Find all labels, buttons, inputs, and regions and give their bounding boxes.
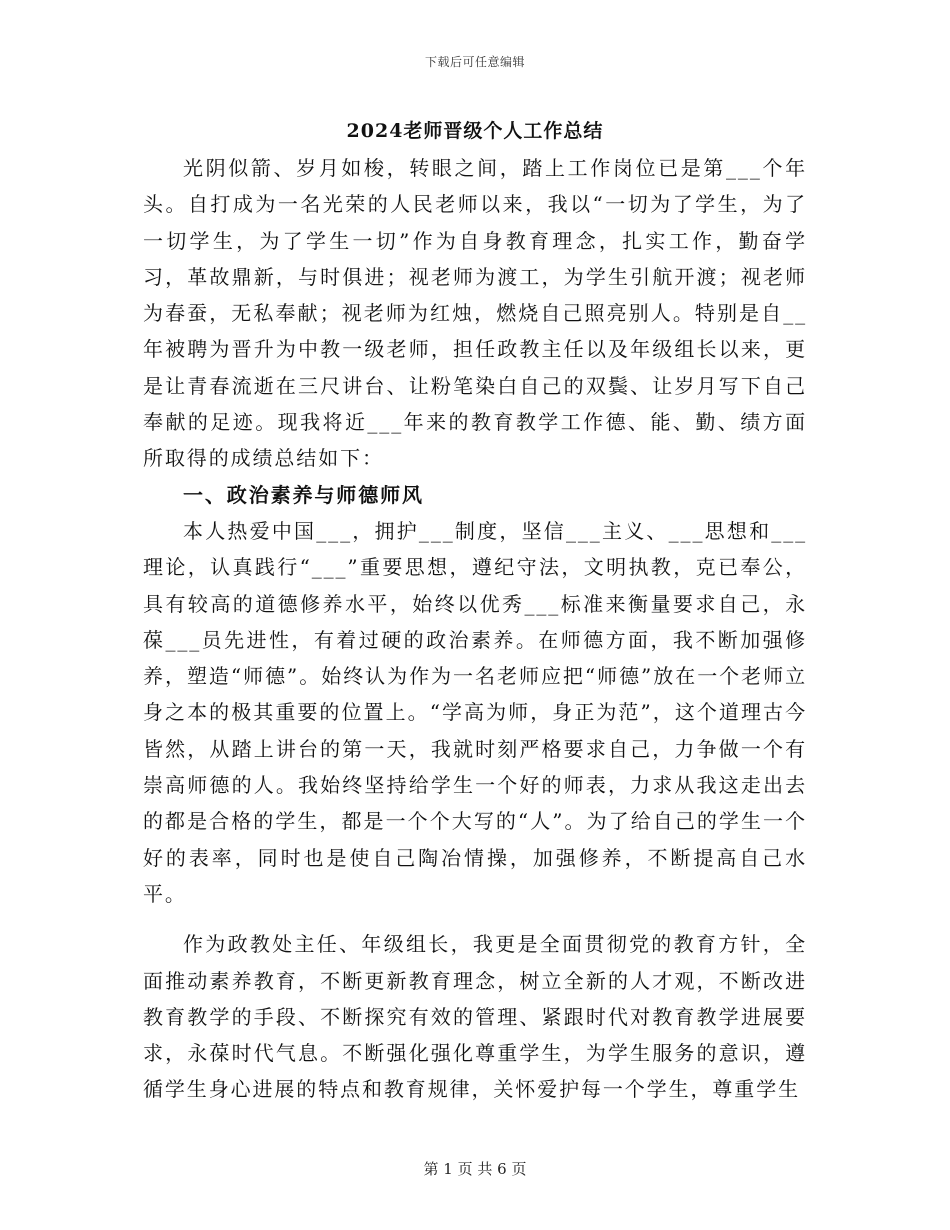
- page-number: 第 1 页 共 6 页: [423, 1160, 527, 1178]
- document-title: 2024老师晋级个人工作总结: [346, 120, 604, 142]
- section-paragraph: 作为政教处主任、年级组长，我更是全面贯彻党的教育方针，全面推动素养教育，不断更新教育理念，树立全新的人才观，不断改进教育教学的手段、不断探究有效的管理、紧跟时代对教育教学进展要求，永葆时代气息。不断强化强化尊重学生，为学生服务的意识，遵循学生身心进展的特点和教育规律，关怀爱护每一个学生，尊重学生: [143, 932, 807, 1102]
- document-body: [143, 150, 807, 1108]
- intro-paragraph: 光阴似箭、岁月如梭，转眼之间，踏上工作岗位已是第___个年头。自打成为一名光荣的人民老师以来，我以“一切为了学生，为了一切学生，为了学生一切”作为自身教育理念，扎实工作，勤奋学习，革故鼎新，与时俱进；视老师为渡工，为学生引航开渡；视老师为春蚕，无私奉献；视老师为红烛，燃烧自己照亮别人。特别是自__年被聘为晋升为中教一级老师，担任政教主任以及年级组长以来，更是让青春流逝在三尺讲台、让粉笔染白自己的双鬓、让岁月写下自己奉献的足迹。现我将近___年来的教育教学工作德、能、勤、绩方面所取得的成绩总结如下：: [143, 156, 807, 471]
- section-paragraph: 本人热爱中国___，拥护___制度，坚信___主义、___思想和___理论，认真践行“___”重要思想，遵纪守法，文明执教，克已奉公，具有较高的道德修养水平，始终以优秀___标准来衡量要求自己，永葆___员先进性，有着过硬的政治素养。在师德方面，我不断加强修养，塑造“师德”。始终认为作为一名老师应把“师德”放在一个老师立身之本的极其重要的位置上。“学高为师，身正为范”，这个道理古今皆然，从踏上讲台的第一天，我就时刻严格要求自己，力争做一个有崇高师德的人。我始终坚持给学生一个好的师表，力求从我这走出去的都是合格的学生，都是一个个大写的“人”。为了给自己的学生一个好的表率，同时也是使自己陶冶情操，加强修养，不断提高自己水平。: [143, 518, 807, 906]
- header-note: 下载后可任意编辑: [424, 55, 525, 69]
- section-heading-politics: 一、政治素养与师德师风: [183, 482, 424, 507]
